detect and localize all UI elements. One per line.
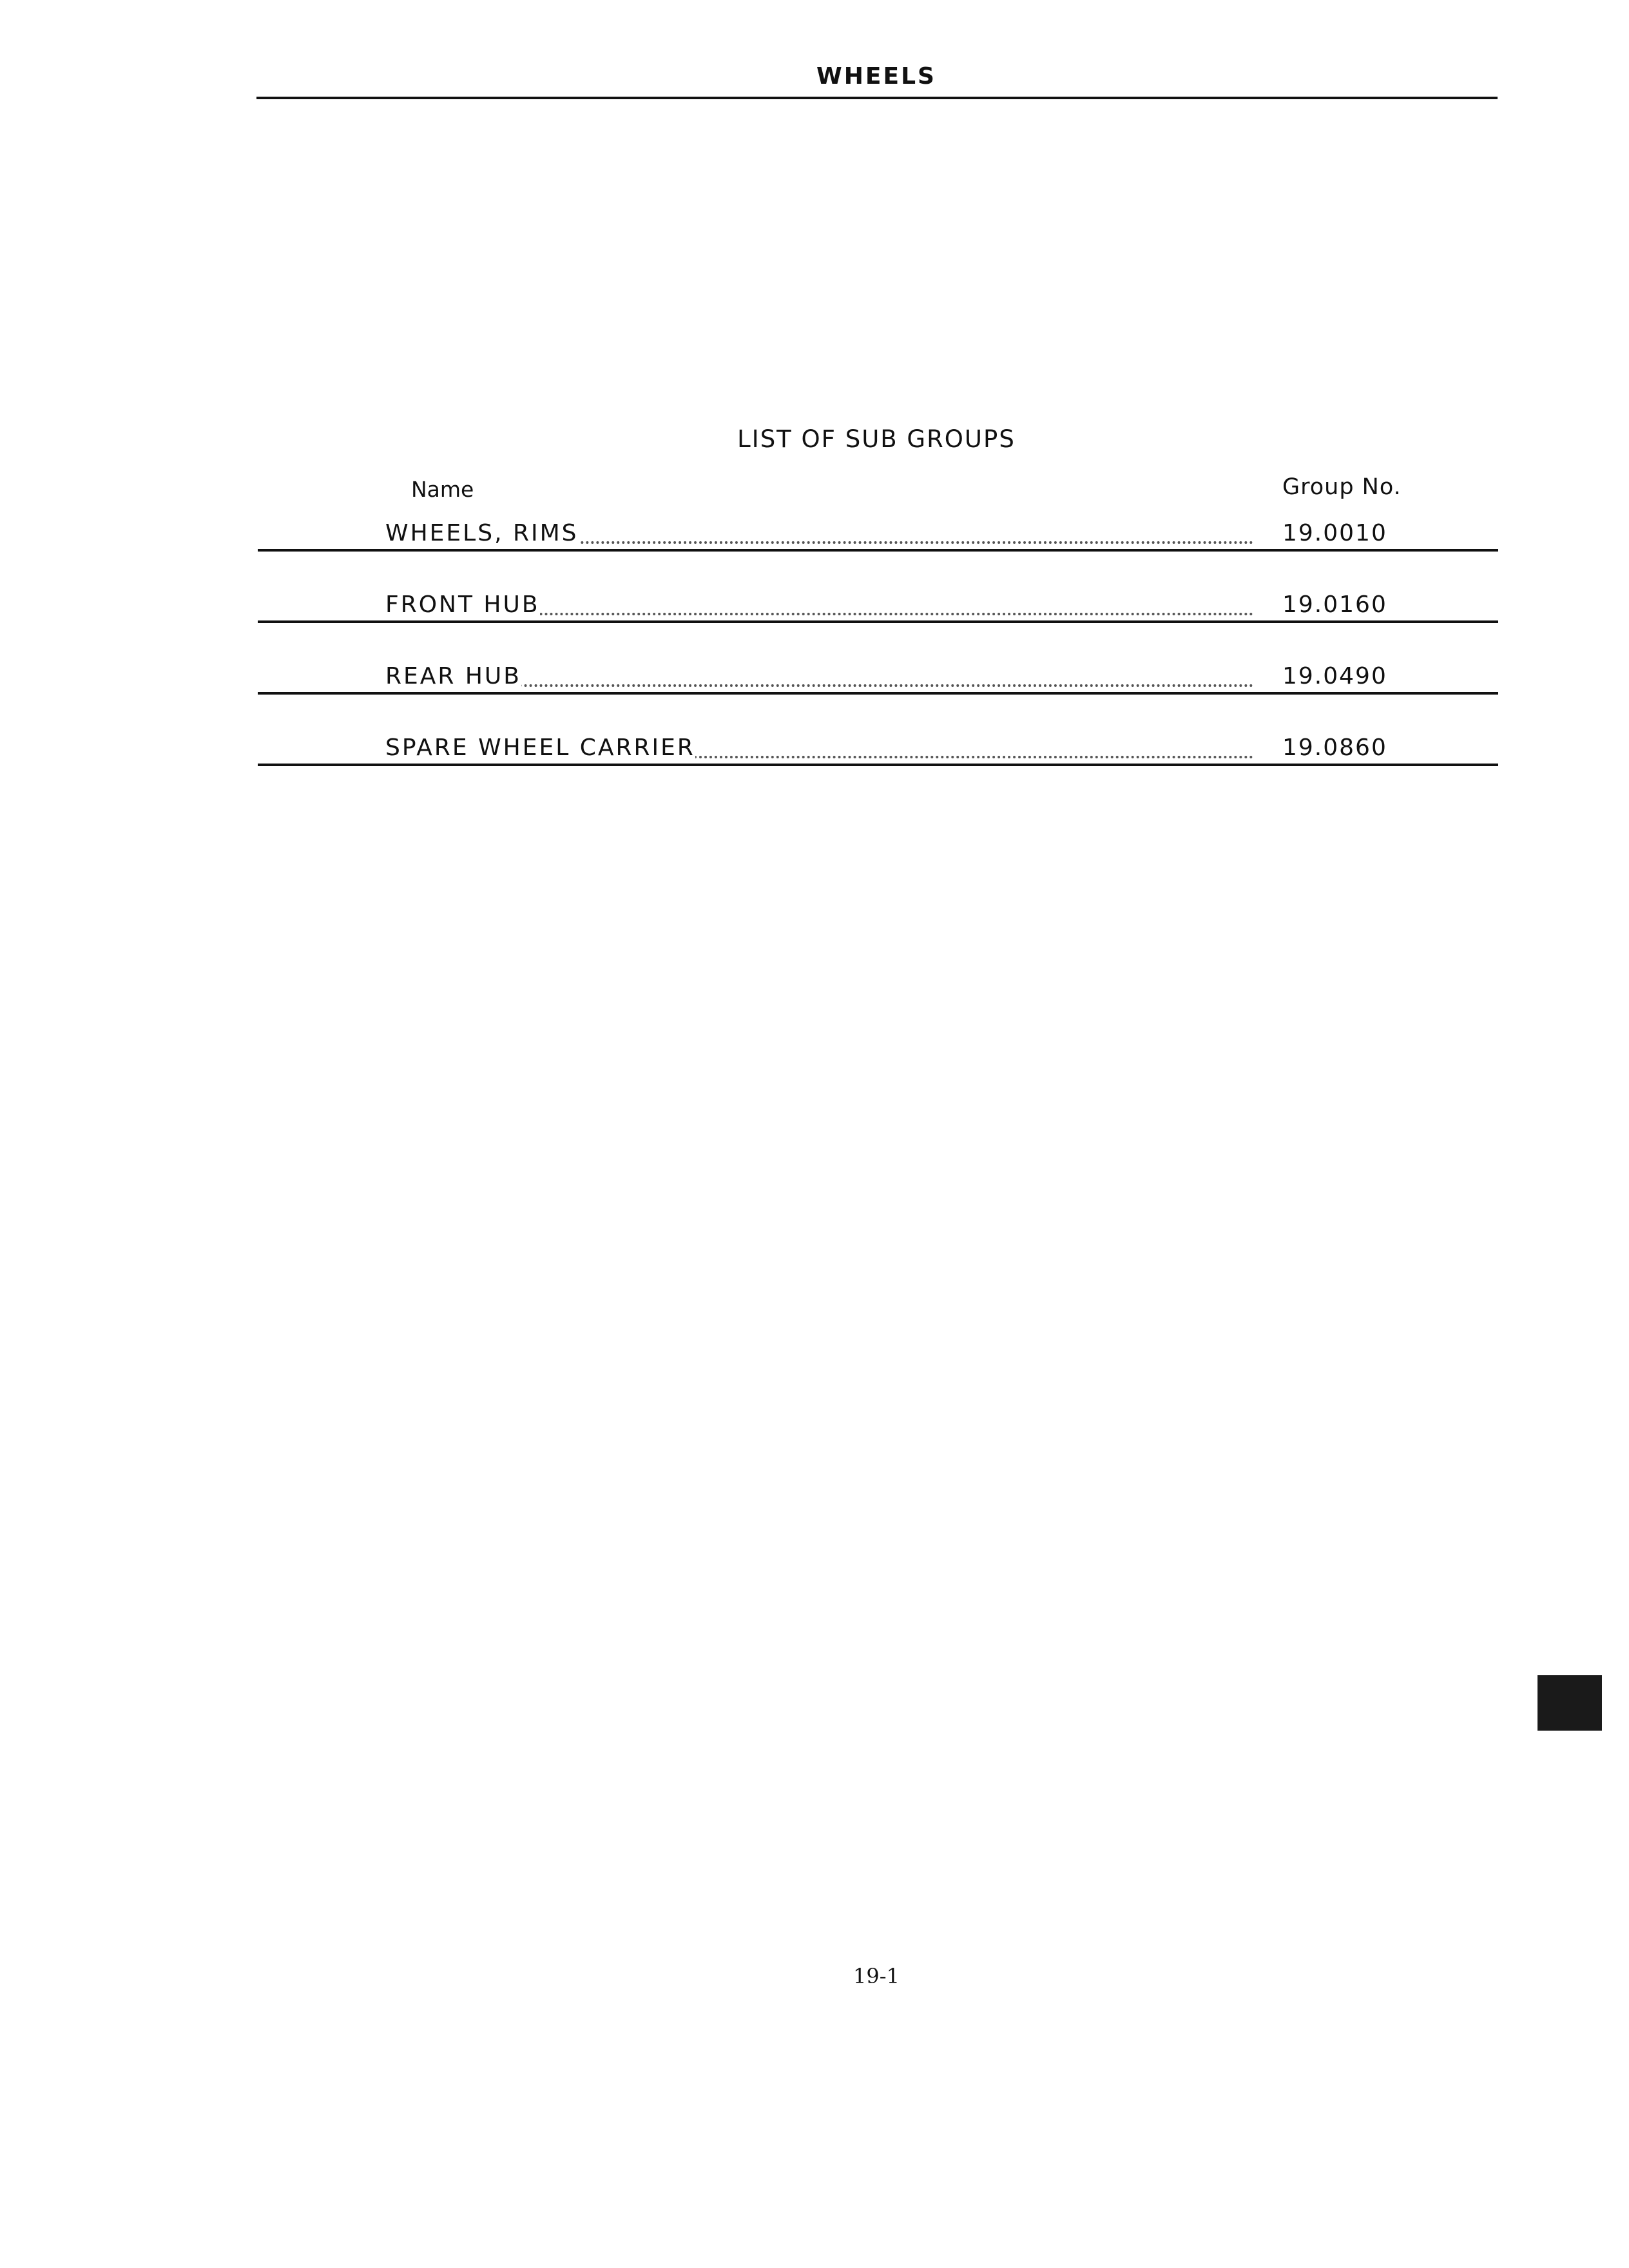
list-title: LIST OF SUB GROUPS [737,425,1016,453]
sub-group-number: 19.0490 [1282,663,1387,689]
page-number: 19-1 [853,1964,900,1988]
row-rule [258,620,1498,623]
page-title: WHEELS [816,63,936,90]
sub-group-number: 19.0160 [1282,591,1387,618]
sub-group-name: FRONT HUB [385,591,540,618]
sub-group-number: 19.0010 [1282,520,1387,546]
row-rule [258,764,1498,766]
row-rule [258,549,1498,552]
sub-group-name: WHEELS, RIMS [385,520,579,546]
list-item [258,727,1498,766]
list-item [258,513,1498,552]
list-item [258,656,1498,695]
column-header-name: Name [411,477,474,502]
header-rule [256,97,1498,99]
row-rule [258,692,1498,695]
sub-group-name: REAR HUB [385,663,521,689]
list-item [258,584,1498,623]
sub-group-number: 19.0860 [1282,735,1387,761]
column-header-group-no: Group No. [1282,474,1402,500]
section-tab-marker [1537,1675,1602,1731]
sub-group-name: SPARE WHEEL CARRIER [385,735,695,761]
